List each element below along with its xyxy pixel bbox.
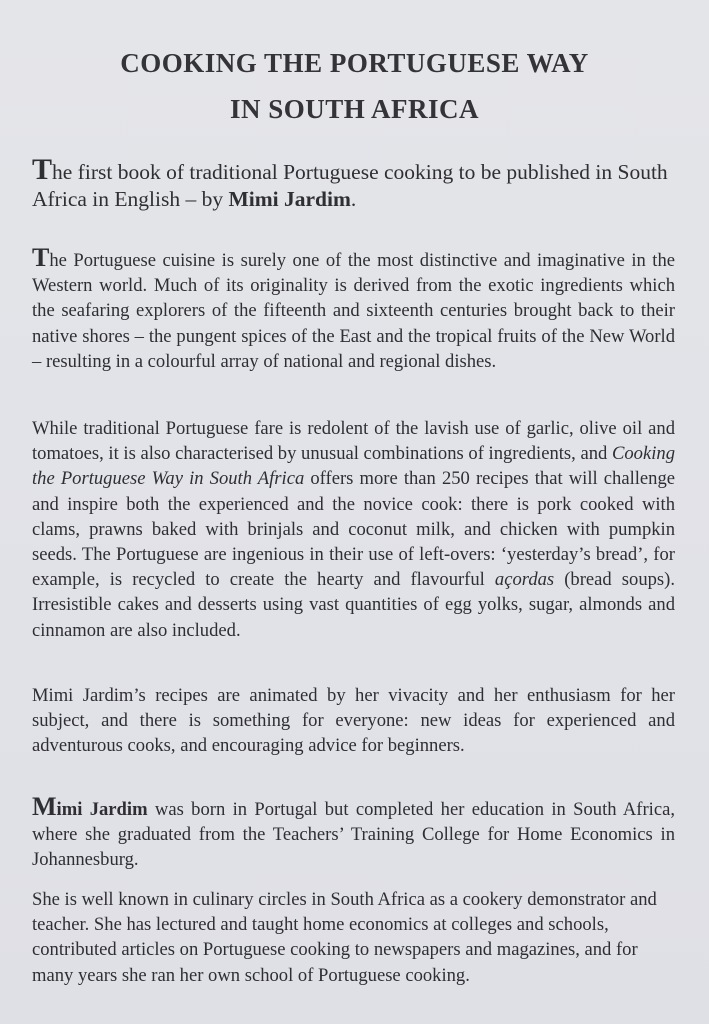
- paragraph2-middle: offers more than 250 recipes that will challenge and inspire both the experienced and the novice cook: there is pork cooked with clams, prawns baked with brinjals and coconut milk, and chicken with pumpkin seeds. The Portuguese are ingenious in their use of left-overs: ‘yesterday’s bread’, for example, is recycled to create the hearty and flavourful: [32, 468, 675, 591]
- paragraph2-acordas: açordas: [494, 569, 555, 591]
- description-paragraph-1: [32, 245, 675, 374]
- author-bio-paragraph-1: [32, 794, 675, 873]
- description-paragraph-2: [32, 416, 675, 643]
- description-paragraph-3: [32, 683, 675, 759]
- intro-paragraph: [32, 155, 675, 213]
- bio1-text: was born in Portugal but completed her education in South Africa, where she graduated from the Teachers’ Training College for Home Economics in Johannesburg.: [32, 799, 676, 871]
- paragraph1-dropcap: T: [32, 243, 50, 272]
- intro-end: .: [350, 187, 357, 211]
- paragraph3-text: Mimi Jardim’s recipes are animated by her vivacity and her enthusiasm for her subject, and there is something for everyone: new ideas for experienced and adventurous cooks, and encouraging advice for beginners.: [32, 685, 675, 757]
- bio-dropcap: M: [32, 792, 57, 821]
- paragraph2-book-title: Cooking the Portuguese Way in South Africa: [32, 443, 675, 490]
- bio-author-name: imi Jardim: [56, 799, 148, 820]
- page-title-line-2: IN SOUTH AFRICA: [229, 94, 480, 124]
- intro-text: he first book of traditional Portuguese cooking to be published in South Africa in English – by: [32, 160, 668, 211]
- page-title-line-1: COOKING THE PORTUGUESE WAY: [120, 48, 589, 78]
- intro-dropcap: T: [32, 153, 53, 186]
- author-bio-paragraph-2: [32, 887, 675, 988]
- paragraph2-before-title: While traditional Portuguese fare is redolent of the lavish use of garlic, olive oil and tomatoes, it is also characterised by unusual combinations of ingredients, and: [32, 418, 675, 465]
- paragraph2-after: (bread soups). Irresistible cakes and desserts using vast quantities of egg yolks, sugar, almonds and cinnamon are also included.: [32, 569, 676, 641]
- paragraph1-text: he Portuguese cuisine is surely one of the most distinctive and imaginative in the Western world. Much of its originality is derived from the exotic ingredients which the seafaring explorers of the fifteenth and sixteenth centuries brought back to their native shores – the pungent spices of the East and the tropical fruits of the New World – resulting in a colourful array of national and regional dishes.: [32, 250, 675, 372]
- intro-author: Mimi Jardim: [228, 187, 351, 211]
- bio2-text: She is well known in culinary circles in South Africa as a cookery demonstrator and teacher. She has lectured and taught home economics at colleges and schools, contributed articles on Portuguese cooking to newspapers and magazines, and for many years she ran her own school of Portuguese cooking.: [32, 889, 657, 986]
